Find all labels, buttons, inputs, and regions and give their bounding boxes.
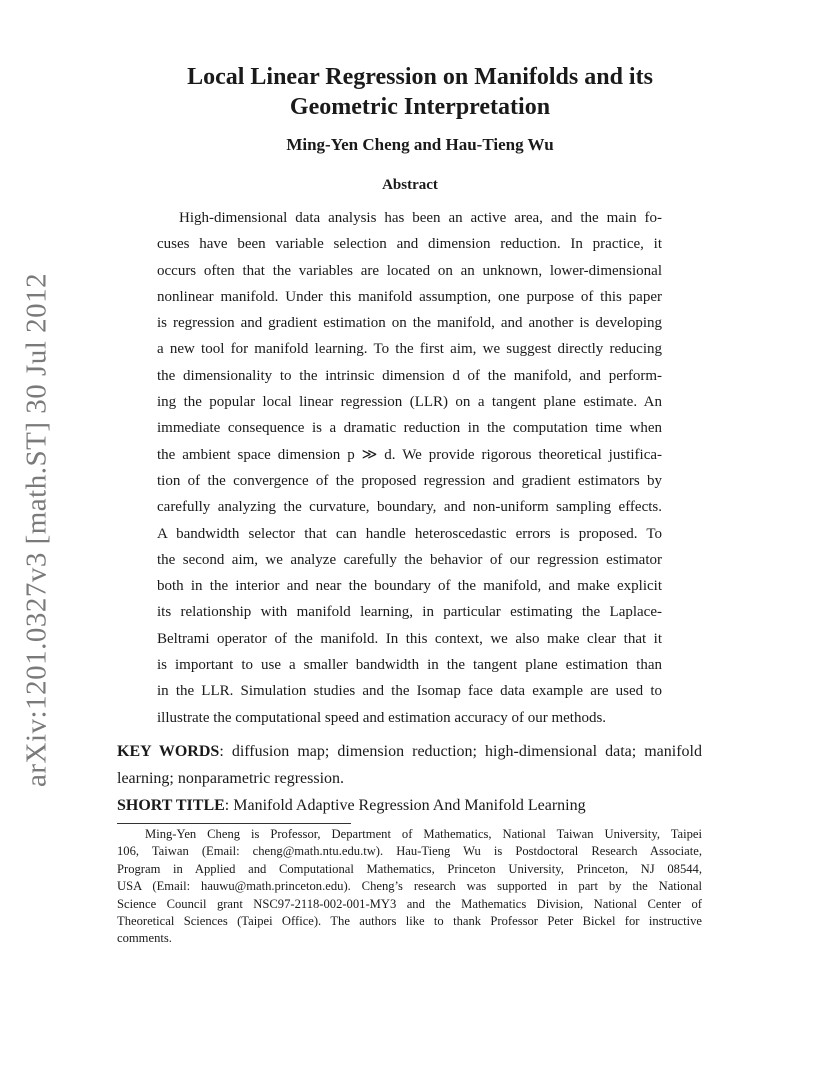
keywords-line: [117, 738, 702, 765]
abstract-line: carefully analyzing the curvature, boundary, and non-uniform sampling effects.: [157, 499, 662, 516]
short-title-text: : Manifold Adaptive Regression And Manifold Learning: [224, 797, 586, 814]
abstract-line: Beltrami operator of the manifold. In this context, we also make clear that it: [157, 630, 662, 647]
title-line: Geometric Interpretation: [289, 94, 551, 120]
abstract-line: tion of the convergence of the proposed regression and gradient estimators by: [157, 472, 662, 489]
abstract-line: nonlinear manifold. Under this manifold assumption, one purpose of this paper: [157, 288, 662, 305]
short-title-section: [117, 794, 702, 818]
abstract-line: cuses have been variable selection and dimension reduction. In practice, it: [157, 236, 662, 253]
title-line: Local Linear Regression on Manifolds and its: [187, 64, 653, 90]
author-footnote: [117, 826, 702, 948]
abstract-line: a new tool for manifold learning. To the first aim, we suggest directly reducing: [157, 341, 662, 358]
abstract-line: High-dimensional data analysis has been an active area, and the main fo-: [179, 210, 662, 226]
abstract-line: its relationship with manifold learning, in particular estimating the Laplace-: [157, 604, 662, 621]
footnote-line: Science Council grant NSC97-2118-002-001-MY3 and the Mathematics Division, National Center of: [117, 896, 702, 911]
footnote-line: Theoretical Sciences (Taipei Office). The authors like to thank Professor Peter Bickel for instructive: [117, 913, 702, 928]
abstract-line: in the LLR. Simulation studies and the Isomap face data example are used to: [157, 683, 662, 700]
abstract-line: the second aim, we analyze carefully the behavior of our regression estimator: [157, 551, 662, 568]
abstract-line: ing the popular local linear regression (LLR) on a tangent plane estimate. An: [157, 394, 662, 411]
footnote-rule: [117, 823, 351, 824]
footnote-line: Program in Applied and Computational Mathematics, Princeton University, Princeton, NJ 08544,: [117, 861, 702, 876]
author-list: Ming-Yen Cheng and Hau-Tieng Wu: [286, 135, 554, 154]
abstract-line: is regression and gradient estimation on the manifold, and another is developing: [157, 315, 662, 332]
abstract-line: illustrate the computational speed and estimation accuracy of our methods.: [157, 709, 607, 726]
abstract-line: the ambient space dimension p ≫ d. We provide rigorous theoretical justifica-: [157, 446, 662, 463]
footnote-line: Ming-Yen Cheng is Professor, Department of Mathematics, National Taiwan University, Taipei: [145, 827, 702, 841]
keywords-text: : diffusion map; dimension reduction; high-dimensional data; manifold: [219, 743, 703, 760]
abstract-line: is important to use a smaller bandwidth in the tangent plane estimation than: [157, 657, 662, 674]
keywords-section: [117, 738, 702, 792]
abstract-line: both in the interior and near the boundary of the manifold, and make explicit: [157, 578, 662, 595]
abstract-line: A bandwidth selector that can handle heteroscedastic errors is proposed. To: [157, 525, 662, 542]
abstract-heading: Abstract: [382, 177, 438, 193]
footnote-line: USA (Email: hauwu@math.princeton.edu). Cheng’s research was supported in part by the National: [117, 879, 702, 894]
keywords-label: KEY WORDS: [117, 743, 220, 760]
footnote-line: 106, Taiwan (Email: cheng@math.ntu.edu.tw). Hau-Tieng Wu is Postdoctoral Research Associate,: [117, 844, 702, 859]
abstract-line: occurs often that the variables are located on an unknown, lower-dimensional: [157, 262, 662, 279]
footnote-line: comments.: [117, 931, 172, 946]
paper-title: [120, 62, 720, 122]
abstract-line: the dimensionality to the intrinsic dimension d of the manifold, and perform-: [157, 367, 662, 384]
short-title-label: SHORT TITLE: [117, 797, 225, 814]
abstract-body: [157, 205, 662, 731]
abstract-line: immediate consequence is a dramatic reduction in the computation time when: [157, 420, 662, 437]
arxiv-identifier-stamp: arXiv:1201.0327v3 [math.ST] 30 Jul 2012: [20, 272, 53, 788]
keywords-line: learning; nonparametric regression.: [117, 770, 345, 787]
